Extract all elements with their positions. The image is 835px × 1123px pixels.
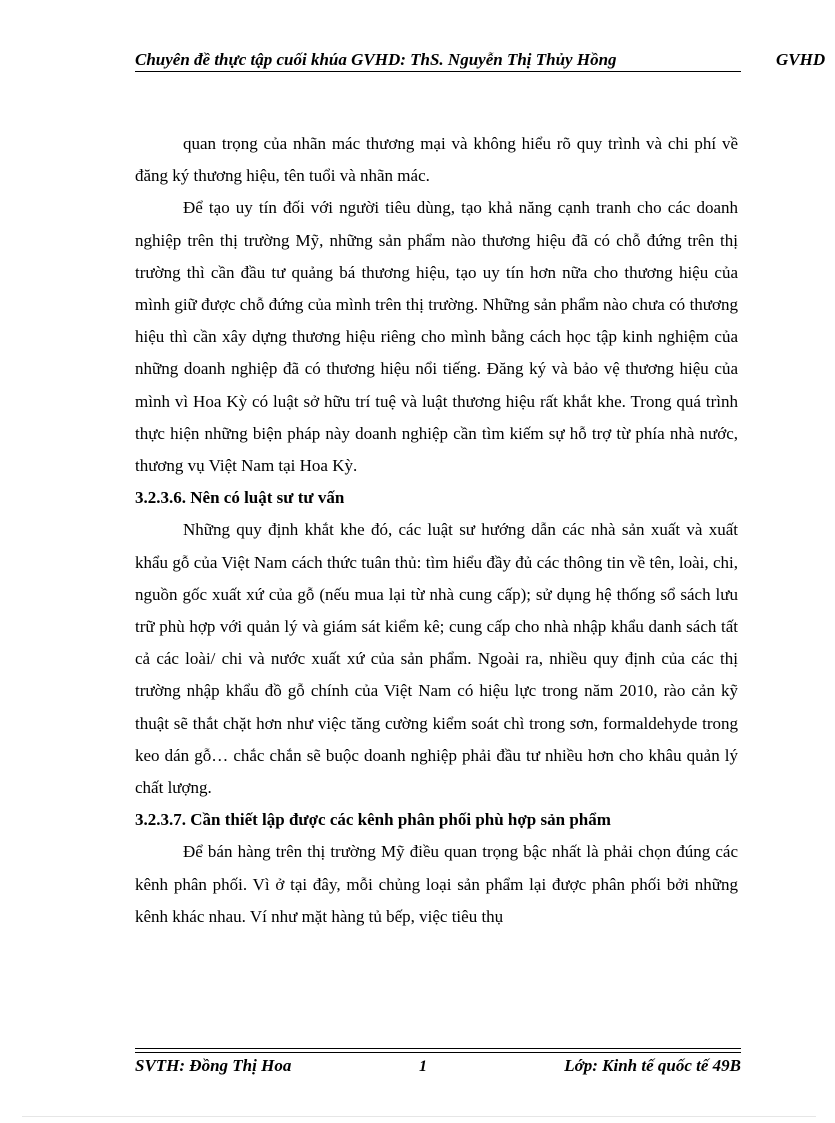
paragraph-3: Những quy định khắt khe đó, các luật sư hướng dẫn các nhà sản xuất và xuất khẩu gỗ của Việt Nam cách thức tuân thủ: tìm hiểu đầy đủ các thông tin về tên, loài, chi, nguồn gốc xuất xứ của gỗ (nếu mua lại từ nhà cung cấp); sử dụng hệ thống sổ sách lưu trữ phù hợp với quản lý và giám sát kiểm kê; cung cấp cho nhà nhập khẩu danh sách tất cả các loài/ chi và nước xuất xứ của sản phẩm. Ngoài ra, nhiều quy định của các thị trường nhập khẩu đồ gỗ chính của Việt Nam có hiệu lực trong năm 2010, rào cản kỹ thuật sẽ thắt chặt hơn như việc tăng cường kiểm soát chì trong sơn, formaldehyde trong keo dán gỗ… chắc chắn sẽ buộc doanh nghiệp phải đầu tư nhiều hơn cho khâu quản lý chất lượng. [135, 520, 738, 798]
paragraph-1: quan trọng của nhãn mác thương mại và không hiểu rõ quy trình và chi phí về đăng ký thương hiệu, tên tuổi và nhãn mác. [135, 134, 738, 186]
page-number: 1 [419, 1058, 427, 1075]
footer-rule-thin [135, 1052, 741, 1053]
header-rule [135, 71, 741, 72]
footer-student: SVTH: Đồng Thị Hoa [135, 1056, 292, 1075]
page-edge-divider [22, 1116, 816, 1117]
paragraph-2: Để tạo uy tín đối với người tiêu dùng, tạo khả năng cạnh tranh cho các doanh nghiệp trên thị trường Mỹ, những sản phẩm nào thương hiệu đã có chỗ đứng trên thị trường thì cần đầu tư quảng bá thương hiệu, tạo uy tín hơn nữa cho thương hiệu của mình giữ được chỗ đứng của mình trên thị trường. Những sản phẩm nào chưa có thương hiệu thì cần xây dựng thương hiệu riêng cho mình bằng cách học tập kinh nghiệm của những doanh nghiệp đã có thương hiệu nổi tiếng. Đăng ký và bảo vệ thương hiệu của mình vì Hoa Kỳ có luật sở hữu trí tuệ và luật thương hiệu rất khắt khe. Trong quá trình thực hiện những biện pháp này doanh nghiệp cần tìm kiếm sự hỗ trợ từ phía nhà nước, thương vụ Việt Nam tại Hoa Kỳ. [135, 198, 738, 476]
section-heading-3237: 3.2.3.7. Cần thiết lập được các kênh phân phối phù hợp sản phẩm [135, 810, 611, 830]
section-heading-3236: 3.2.3.6. Nên có luật sư tư vấn [135, 488, 345, 508]
page-footer [135, 1054, 741, 1078]
document-body [135, 128, 738, 933]
header-title: Chuyên đề thực tập cuối khúa GVHD: ThS. Nguyễn Thị Thủy Hồng [135, 50, 617, 69]
footer-rule-thick [135, 1048, 741, 1049]
paragraph-4: Để bán hàng trên thị trường Mỹ điều quan trọng bậc nhất là phải chọn đúng các kênh phân phối. Vì ở tại đây, mỗi chủng loại sản phẩm lại được phân phối bởi những kênh khác nhau. Ví như mặt hàng tủ bếp, việc tiêu thụ [135, 842, 738, 926]
header-title-overflow: GVHD [776, 50, 826, 69]
page-header [135, 46, 835, 72]
footer-class: Lớp: Kinh tế quốc tế 49B [564, 1056, 741, 1075]
